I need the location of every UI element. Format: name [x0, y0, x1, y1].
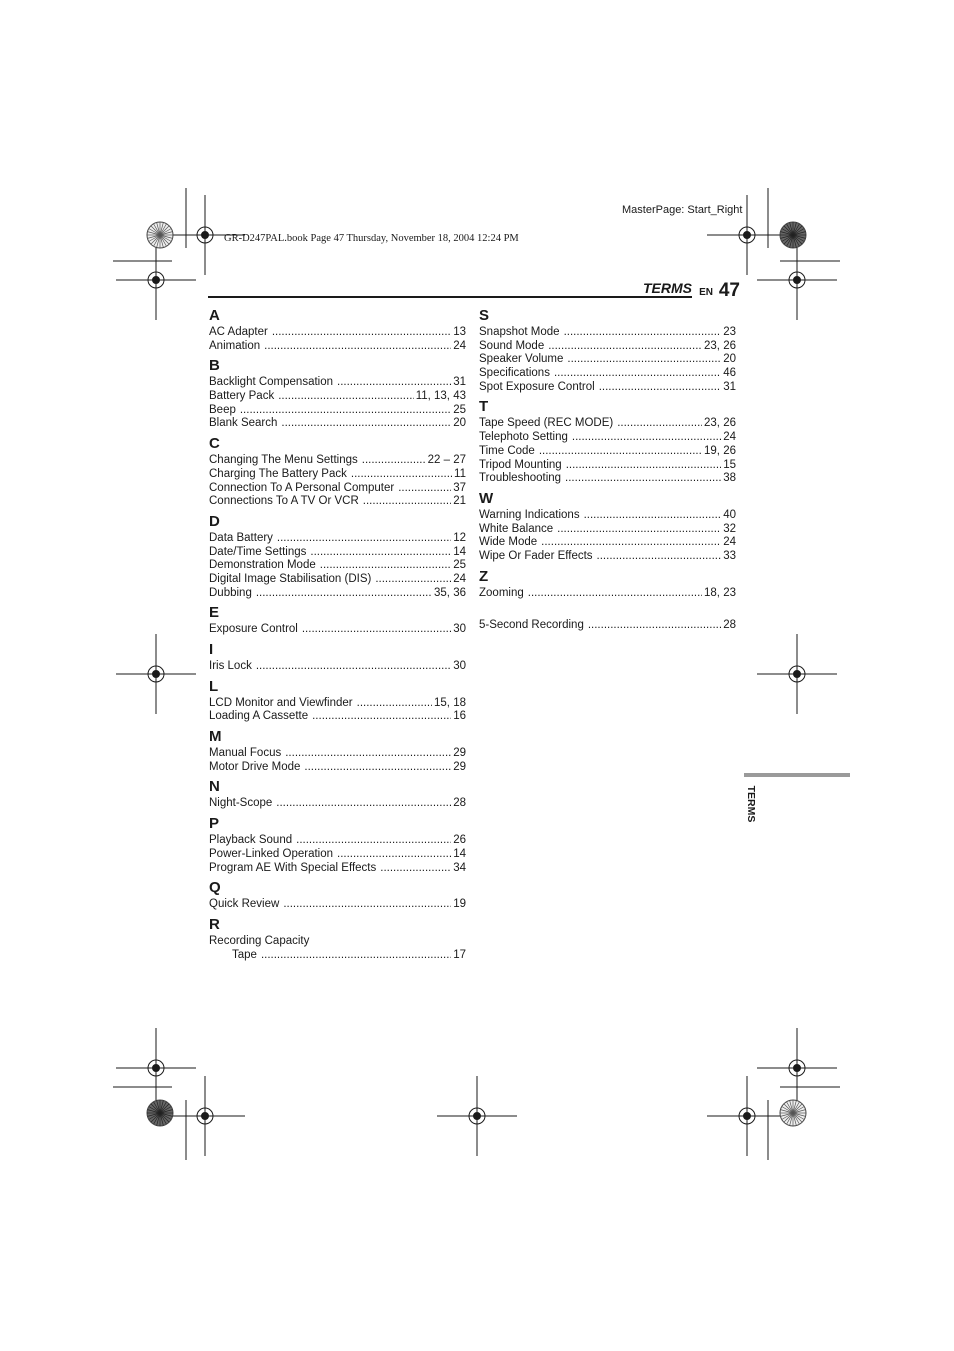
index-entry — [209, 454, 466, 468]
entry-list — [209, 898, 466, 912]
entry-term: Zooming — [479, 586, 524, 599]
entry-pages: 38 — [723, 472, 736, 485]
index-section — [209, 777, 466, 811]
dot-leader — [312, 710, 451, 724]
section-letter: D — [209, 512, 220, 530]
entry-term: LCD Monitor and Viewfinder — [209, 696, 353, 709]
entry-pages: 23, 26 — [704, 339, 736, 352]
entry-list — [209, 935, 466, 962]
dot-leader — [572, 431, 721, 445]
entry-term: Quick Review — [209, 898, 280, 911]
index-section — [479, 603, 736, 633]
entry-list — [209, 623, 466, 637]
entry-term: Exposure Control — [209, 623, 298, 636]
index-entry — [209, 495, 466, 509]
entry-term: AC Adapter — [209, 326, 268, 338]
entry-pages: 19 — [453, 898, 466, 911]
entry-term: White Balance — [479, 522, 554, 535]
dot-leader — [528, 587, 702, 601]
index-entry — [209, 559, 466, 573]
entry-term: Tape — [232, 948, 257, 961]
entry-pages: 22 – 27 — [427, 454, 466, 467]
entry-pages: 28 — [453, 797, 466, 810]
index-section — [209, 434, 466, 509]
entry-pages: 11 — [454, 467, 466, 480]
entry-pages: 18, 23 — [704, 586, 736, 599]
index-entry — [209, 404, 466, 418]
index-entry — [479, 445, 736, 459]
entry-pages: 14 — [453, 545, 466, 558]
section-letter: Q — [209, 879, 221, 897]
dot-leader — [557, 523, 721, 537]
entry-list — [209, 454, 466, 509]
index-entry — [209, 710, 466, 724]
dot-leader — [398, 482, 451, 496]
entry-term: Tripod Mounting — [479, 458, 562, 471]
entry-term: Battery Pack — [209, 390, 275, 403]
dot-leader — [281, 417, 451, 431]
dot-leader — [256, 587, 432, 601]
index-entry — [209, 532, 466, 546]
entry-pages: 24 — [453, 572, 466, 585]
index-entry — [479, 472, 736, 486]
index-entry — [209, 834, 466, 848]
entry-term: Power-Linked Operation — [209, 847, 334, 860]
entry-term: Playback Sound — [209, 834, 293, 847]
index-entry — [209, 848, 466, 862]
entry-term: Charging The Battery Pack — [209, 467, 347, 480]
index-entry — [209, 376, 466, 390]
index-section — [209, 603, 466, 637]
index-entry — [209, 935, 466, 949]
entry-pages: 37 — [453, 481, 466, 494]
index-entry — [479, 381, 736, 395]
index-entry — [479, 509, 736, 523]
section-letter: N — [209, 778, 220, 796]
index-section — [209, 727, 466, 774]
index-entry — [209, 797, 466, 811]
section-title: TERMS — [643, 280, 692, 296]
section-letter: B — [209, 357, 220, 375]
entry-pages: 21 — [453, 495, 466, 508]
entry-pages: 26 — [453, 834, 466, 847]
dot-leader — [584, 509, 722, 523]
section-letter: M — [209, 728, 222, 746]
index-section — [209, 915, 466, 962]
dot-leader — [554, 367, 721, 381]
dot-leader — [277, 532, 451, 546]
dot-leader — [617, 417, 702, 431]
entry-term: Data Battery — [209, 531, 273, 544]
entry-term: Tape Speed (REC MODE) — [479, 417, 614, 430]
entry-pages: 14 — [453, 847, 466, 860]
entry-pages: 20 — [453, 417, 466, 430]
dot-leader — [337, 376, 451, 390]
section-letter: Z — [479, 567, 489, 585]
dot-leader — [240, 404, 451, 418]
masterpage-label: MasterPage: Start_Right — [622, 204, 743, 216]
dot-leader — [310, 546, 451, 560]
entry-pages: 40 — [723, 508, 736, 521]
entry-list — [479, 509, 736, 564]
entry-pages: 25 — [453, 559, 466, 572]
language-code: EN — [699, 287, 713, 298]
index-entry — [209, 468, 466, 482]
section-letter: W — [479, 489, 494, 507]
dot-leader — [337, 848, 451, 862]
entry-term: Beep — [209, 403, 236, 416]
dot-leader — [539, 445, 702, 459]
dot-leader — [296, 834, 451, 848]
index-section — [209, 356, 466, 431]
section-letter: A — [209, 307, 220, 324]
entry-list — [209, 532, 466, 600]
entry-pages: 32 — [723, 522, 736, 535]
dot-leader — [283, 898, 451, 912]
entry-list — [209, 376, 466, 431]
dot-leader — [565, 472, 721, 486]
dot-leader — [541, 536, 721, 550]
page-number: 47 — [718, 280, 740, 301]
section-letter: I — [209, 641, 214, 658]
index-entry — [479, 550, 736, 564]
dot-leader — [278, 390, 413, 404]
index-entry — [479, 523, 736, 537]
dot-leader — [566, 459, 722, 473]
index-section — [209, 677, 466, 724]
side-tab-label: TERMS — [745, 785, 757, 823]
entry-term: Digital Image Stabilisation (DIS) — [209, 572, 372, 585]
index-entry — [479, 326, 736, 340]
index-entry — [479, 367, 736, 381]
entry-term: Specifications — [479, 367, 550, 380]
side-tab-bar — [744, 773, 850, 777]
dot-leader — [588, 619, 721, 633]
index-entry — [209, 862, 466, 876]
entry-term: Snapshot Mode — [479, 326, 560, 338]
index-entry — [479, 431, 736, 445]
entry-term: Changing The Menu Settings — [209, 454, 358, 467]
index-entry — [209, 697, 466, 711]
entry-pages: 31 — [723, 380, 736, 393]
index-entry — [209, 326, 466, 340]
dot-leader — [302, 623, 451, 637]
index-section — [479, 567, 736, 601]
index-entry — [209, 747, 466, 761]
entry-list — [479, 326, 736, 394]
dot-leader — [564, 326, 722, 340]
entry-term: Wide Mode — [479, 536, 538, 549]
entry-pages: 12 — [453, 531, 466, 544]
entry-pages: 35, 36 — [434, 586, 466, 599]
entry-term: Manual Focus — [209, 747, 282, 760]
entry-pages: 23, 26 — [704, 417, 736, 430]
index-entry — [209, 949, 466, 963]
index-entry — [479, 340, 736, 354]
entry-term: Demonstration Mode — [209, 559, 316, 572]
entry-term: Animation — [209, 339, 261, 352]
entry-pages: 25 — [453, 403, 466, 416]
index-entry — [479, 619, 736, 633]
index-section — [479, 306, 736, 394]
entry-pages: 28 — [723, 619, 736, 632]
index-entry — [209, 417, 466, 431]
dot-leader — [285, 747, 451, 761]
index-entry — [209, 340, 466, 354]
index-entry — [479, 353, 736, 367]
entry-pages: 33 — [723, 549, 736, 562]
dot-leader — [375, 573, 451, 587]
entry-pages: 24 — [723, 431, 736, 444]
index-entry — [479, 536, 736, 550]
index-entry — [479, 417, 736, 431]
entry-pages: 29 — [453, 760, 466, 773]
dot-leader — [380, 862, 451, 876]
entry-term: Warning Indications — [479, 508, 580, 521]
dot-leader — [351, 468, 452, 482]
entry-term: Connections To A TV Or VCR — [209, 495, 359, 508]
book-info-line: GR-D247PAL.book Page 47 Thursday, November 18, 2004 12:24 PM — [224, 233, 519, 244]
entry-term: Blank Search — [209, 417, 278, 430]
index-section — [209, 878, 466, 912]
index-entry — [209, 573, 466, 587]
entry-term: Wipe Or Fader Effects — [479, 549, 593, 562]
dot-leader — [261, 949, 451, 963]
entry-term: Program AE With Special Effects — [209, 861, 377, 874]
entry-term: Sound Mode — [479, 339, 545, 352]
index-section — [209, 640, 466, 674]
dot-leader — [567, 353, 721, 367]
entry-term: Telephoto Setting — [479, 431, 568, 444]
entry-list — [209, 660, 466, 674]
dot-leader — [599, 381, 722, 395]
entry-list — [479, 417, 736, 485]
section-letter: C — [209, 435, 220, 453]
entry-term: Troubleshooting — [479, 472, 562, 485]
entry-term: Date/Time Settings — [209, 545, 307, 558]
dot-leader — [363, 495, 451, 509]
entry-term: Iris Lock — [209, 660, 252, 672]
entry-pages: 30 — [453, 623, 466, 636]
entry-pages: 30 — [453, 660, 466, 672]
dot-leader — [548, 340, 702, 354]
section-letter: R — [209, 915, 220, 933]
entry-pages: 46 — [723, 367, 736, 380]
index-entry — [209, 898, 466, 912]
entry-term: Night-Scope — [209, 797, 273, 810]
entry-term: Speaker Volume — [479, 353, 564, 366]
entry-list — [209, 326, 466, 353]
entry-pages: 15 — [723, 458, 736, 471]
dot-leader — [256, 660, 451, 674]
entry-pages: 24 — [453, 339, 466, 352]
entry-term: Connection To A Personal Computer — [209, 481, 395, 494]
entry-list — [209, 747, 466, 774]
index-entry — [209, 482, 466, 496]
entry-term: Time Code — [479, 444, 535, 457]
entry-list — [209, 797, 466, 811]
dot-leader — [264, 340, 451, 354]
section-letter: L — [209, 677, 219, 695]
index-entry — [209, 390, 466, 404]
entry-pages: 11, 13, 43 — [415, 390, 466, 403]
dot-leader — [304, 761, 451, 775]
index-entry — [209, 660, 466, 674]
section-letter: P — [209, 815, 220, 833]
dot-leader — [362, 454, 426, 468]
index-entry — [479, 587, 736, 601]
entry-term: Loading A Cassette — [209, 710, 309, 723]
section-gap — [479, 603, 736, 619]
dot-leader — [357, 697, 432, 711]
entry-pages: 24 — [723, 536, 736, 549]
entry-pages: 34 — [453, 861, 466, 874]
index-section — [479, 397, 736, 485]
entry-pages: 31 — [453, 376, 466, 389]
dot-leader — [276, 797, 451, 811]
entry-pages: 29 — [453, 747, 466, 760]
entry-term: Motor Drive Mode — [209, 760, 301, 773]
entry-list — [209, 834, 466, 875]
entry-list — [479, 587, 736, 601]
entry-term: Spot Exposure Control — [479, 380, 595, 393]
entry-pages: 17 — [453, 948, 466, 961]
entry-term: Recording Capacity — [209, 934, 310, 947]
entry-list — [479, 619, 736, 633]
index-entry — [209, 761, 466, 775]
index-section — [209, 814, 466, 875]
dot-leader — [320, 559, 451, 573]
dot-leader — [597, 550, 722, 564]
page-header — [600, 280, 740, 302]
index-entry — [209, 587, 466, 601]
entry-pages: 20 — [723, 353, 736, 366]
entry-term: Dubbing — [209, 586, 252, 599]
header-rule — [208, 296, 692, 298]
index-entry — [209, 546, 466, 560]
entry-pages: 23 — [723, 326, 736, 338]
section-letter: E — [209, 604, 220, 622]
index-section — [209, 306, 466, 353]
entry-pages: 19, 26 — [704, 444, 736, 457]
index-entry — [209, 623, 466, 637]
index-section — [209, 512, 466, 600]
entry-pages: 13 — [453, 326, 466, 338]
index-column-right — [479, 306, 736, 636]
entry-list — [209, 697, 466, 724]
entry-term: 5-Second Recording — [479, 619, 584, 632]
entry-pages: 16 — [453, 710, 466, 723]
entry-term: Backlight Compensation — [209, 376, 334, 389]
index-entry — [479, 459, 736, 473]
entry-pages: 15, 18 — [434, 696, 466, 709]
section-letter: T — [479, 398, 489, 416]
dot-leader — [272, 326, 451, 340]
index-section — [479, 489, 736, 564]
section-letter: S — [479, 307, 490, 324]
index-column-left — [209, 306, 466, 965]
